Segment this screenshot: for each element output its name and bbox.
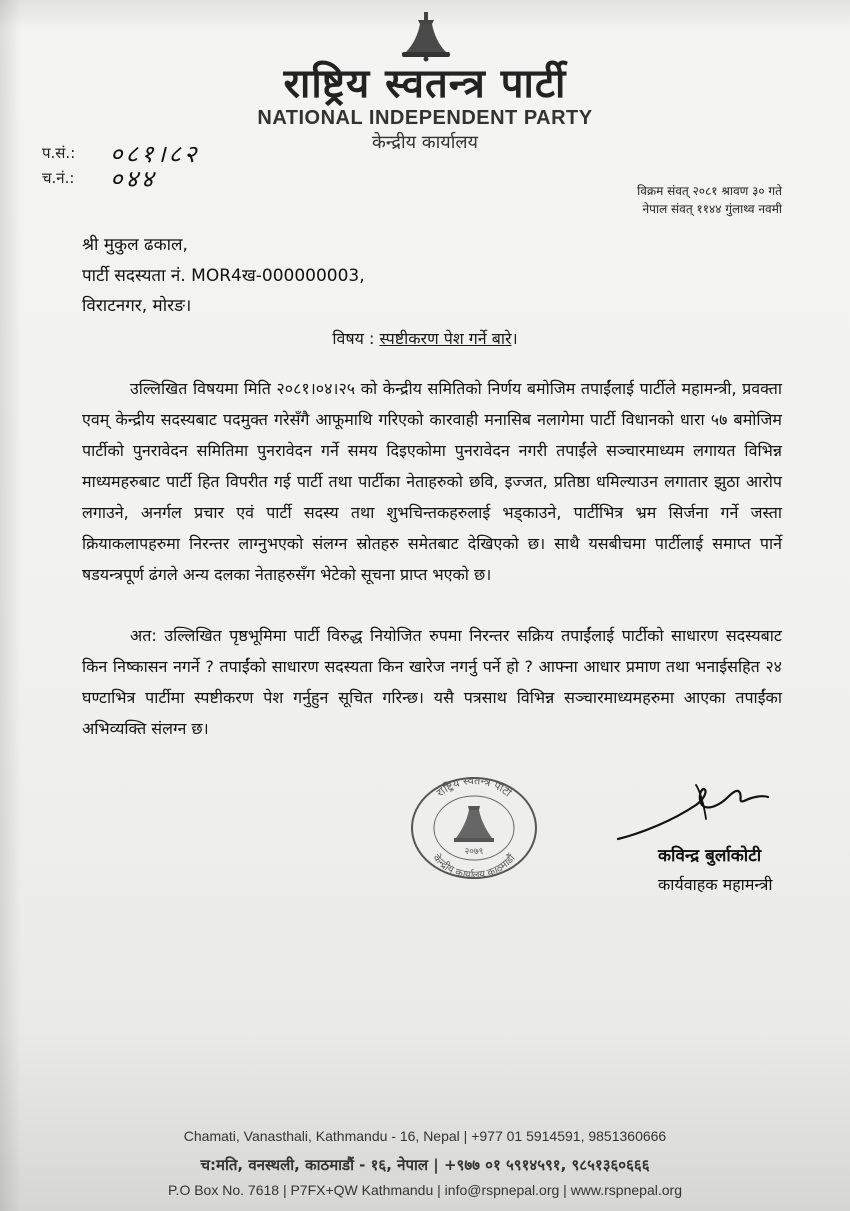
recipient-membership: पार्टी सदस्यता नं. MOR4ख-000000003, [82,266,365,286]
ps-reference [42,140,200,168]
cn-reference [42,165,157,193]
subject-end: । [511,329,518,348]
date-vikram: विक्रम संवत् २०८१ श्रावण ३० गते [637,184,782,198]
recipient-name: श्री मुकुल ढकाल, [82,235,188,255]
paragraph-text: उल्लिखित विषयमा मिति २०८१।०४।२५ को केन्द्रीय समितिको निर्णय बमोजिम तपाईंलाई पार्टीले महामन्त्री, प्रवक्ता एवम् केन्द्रीय सदस्यबाट पदमुक्त गरेसँगै आफूमाथि गरिएको कारवाही मनासिब नलागेमा पार्टी विधानको धारा ५७ बमोजिम पार्टीको पुनरावेदन समितिमा पुनरावेदन गर्ने समय दिइएकोमा पुनरावेदन नगरी तपाईंले सञ्चारमाध्यम लगायत विभिन्न माध्यमहरुबाट पार्टी हित विपरीत गई पार्टी तथा पार्टीका नेताहरुको छवि, इज्जत, प्रतिष्ठा धमिल्याउन लगातार झुठा आरोप लगाउने, अनर्गल प्रचार एवं पार्टी सदस्य तथा शुभचिन्तकहरुलाई भड्काउने, पार्टीभित्र भ्रम सिर्जना गर्ने जस्ता क्रियाकलापहरुमा निरन्तर लाग्नुभएको संलग्न स्रोतहरु समेतबाट देखिएको छ। साथै यसबीचमा पार्टीलाई समाप्त पार्ने षडयन्त्रपूर्ण ढंगले अन्य दलका नेताहरुसँग भेटेको सूचना प्राप्त भएको छ। [82,379,782,584]
signatory-title: कार्यवाहक महामन्त्री [658,875,773,894]
footer-contact: P.O Box No. 7618 | P7FX+QW Kathmandu | info@rspnepal.org | www.rspnepal.org [168,1182,682,1198]
subject-text: स्पष्टीकरण पेश गर्ने बारे [379,329,512,348]
ps-value-handwritten: ०८१।८२ [110,140,200,168]
recipient-address: विराटनगर, मोरङ। [82,296,192,316]
party-name-nepali: राष्ट्रिय स्वतन्त्र पार्टी [283,61,567,107]
scan-shadow-left [0,0,22,1211]
office-stamp-seal [404,770,544,880]
cn-label: च.नं.: [42,169,75,187]
footer-address-nepali: च:मति, वनस्थली, काठमाडौं - १६, नेपाल | +९७७ ०१ ५९१४५९१, ९८५१३६०६६६ [200,1156,650,1174]
date-nepal-sambat: नेपाल संवत् ११४४ गुंलाथ्व नवमी [642,202,782,216]
ps-label: प.सं.: [42,144,76,162]
footer-address-english: Chamati, Vanasthali, Kathmandu - 16, Nepal | +977 01 5914591, 9851360666 [183,1128,667,1144]
body-paragraph-2 [82,620,782,744]
svg-text:राष्ट्रिय स्वतन्त्र पार्टी: राष्ट्रिय स्वतन्त्र पार्टी [434,773,514,800]
cn-value-handwritten: ०४४ [110,165,157,193]
subject-line [0,327,850,349]
handwritten-signature [612,775,772,845]
svg-text:२०७९: २०७९ [464,847,484,857]
office-name: केन्द्रीय कार्यालय [372,132,478,153]
subject-label: विषय : [332,329,375,348]
body-paragraph-1 [82,373,782,590]
signatory-name: कविन्द्र बुर्लाकोटी [658,846,762,866]
svg-text:केन्द्रीय कार्यालय काठमाडौं: केन्द्रीय कार्यालय काठमाडौं [430,852,518,880]
paragraph-text: अत: उल्लिखित पृष्ठभूमिमा पार्टी विरुद्ध नियोजित रुपमा निरन्तर सक्रिय तपाईंलाई पार्टीको साधारण सदस्यबाट किन निष्कासन नगर्ने ? तपाईंको साधारण सदस्यता किन खारेज नगर्नु पर्ने हो ? आफ्ना आधार प्रमाण तथा भनाईसहित २४ घण्टाभित्र पार्टीमा स्पष्टीकरण पेश गर्नुहुन सूचित गरिन्छ। यसै पत्रसाथ विभिन्न सञ्चारमाध्यमहरुमा आएका तपाईंका अभिव्यक्ति संलग्न छ। [82,626,782,738]
party-name-english: NATIONAL INDEPENDENT PARTY [257,107,593,129]
